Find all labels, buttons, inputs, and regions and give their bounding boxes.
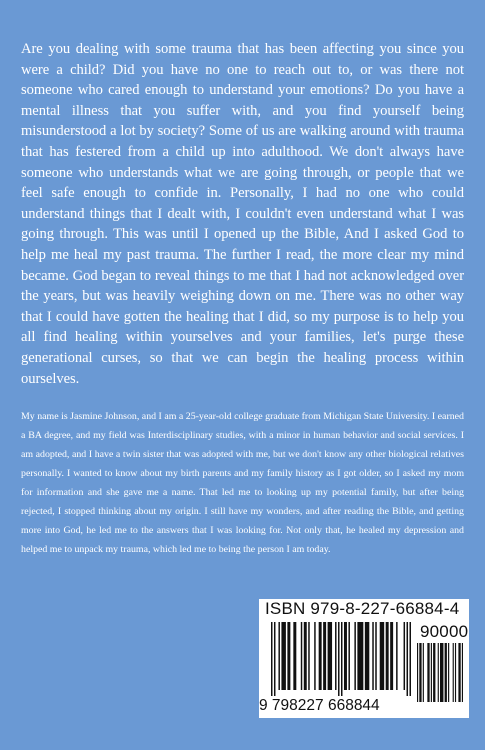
barcode-bar: [308, 622, 309, 690]
barcode-bar: [281, 622, 285, 690]
back-cover-blurb: Are you dealing with some trauma that has been affecting you since you were a child? Did you have no one to reach out to, or was there not someone who cared enough to understand your emotions? Do you have a mental illness that you suffer with, and you find yourself being misunderstood a lot by society? Some of us are walking around with trauma that has festered from a child up into adulthood. We don't always have someone who understands what we are going through, or people that we feel safe enough to confide in. Personally, I had no one who could understand things that I dealt with, I couldn't even understand what I was going through. This was until I opened up the Bible, And I asked God to help me heal my past trauma. The further I read, the more clear my mind became. God began to reveal things to me that I had not acknowledged over the years, but was heavily weighing down on me. There was no other way that I could have gotten the healing that I did, so my purpose is to help you all find healing within yourselves and your families, let's purge these generational curses, so that we can begin the healing process within ourselves.: [21, 41, 464, 387]
barcode-bar: [419, 643, 421, 702]
barcode-bar: [301, 622, 302, 690]
barcode-bar: [274, 622, 275, 696]
barcode-bar: [341, 622, 342, 696]
barcode-bar: [410, 622, 411, 696]
barcode-bar: [433, 643, 435, 702]
isbn-label: ISBN 979-8-227-66884-4: [265, 599, 460, 618]
barcode-bar: [445, 643, 447, 702]
barcode-bar: [438, 643, 439, 702]
barcode-bar: [448, 643, 449, 702]
barcode-bar: [453, 643, 454, 702]
barcode-bar: [287, 622, 290, 690]
barcode-bar: [390, 622, 393, 690]
addon-barcode-bars-icon: [417, 643, 463, 702]
barcode-bar: [375, 622, 376, 690]
isbn-barcode: [259, 599, 469, 718]
barcode-bar: [357, 622, 363, 690]
barcode-bar: [335, 622, 336, 690]
barcode-bar: [365, 622, 369, 690]
barcode-bar: [423, 643, 424, 702]
barcode-bar: [354, 622, 355, 690]
barcode-bar: [431, 643, 432, 702]
author-bio: My name is Jasmine Johnson, and I am a 25-year-old college graduate from Michigan State University. I earned a BA degree, and my field was Interdisciplinary studies, with a minor in human behavior and social services. I am adopted, and I have a twin sister that was adopted with me, but we don't know any other biological relatives personally. I wanted to know about my birth parents and my family history as I got older, so I asked my mom for information and she gave me a name. That led me to looking up my potential family, but after being rejected, I stopped thinking about my origin. I still have my wonders, and after reading the Bible, and getting more into God, he led me to the answers that I was looking for. Not only that, he healed my depression and helped me to unpack my trauma, which led me to being the person I am today.: [21, 411, 464, 555]
barcode-bar: [338, 622, 339, 696]
barcode-bar: [386, 622, 389, 690]
barcode-bar: [440, 643, 443, 702]
ean-digits: 9 798227 668844: [259, 697, 380, 714]
barcode-bar: [380, 622, 384, 690]
barcode-bar: [458, 643, 460, 702]
barcode-bar: [319, 622, 322, 690]
barcode-bar: [372, 622, 373, 690]
barcode-bar: [314, 622, 315, 690]
barcode-bar: [396, 622, 397, 690]
barcode-bar: [417, 643, 418, 702]
barcode-bar: [462, 643, 463, 702]
barcode-bar: [404, 622, 405, 690]
price-code: 90000: [420, 622, 469, 641]
barcode-bar: [271, 622, 272, 696]
barcode-bar: [328, 622, 332, 690]
barcode-bar: [323, 622, 326, 690]
barcode-bar: [304, 622, 307, 690]
barcode-bar: [348, 622, 349, 690]
barcode-bar: [344, 622, 347, 690]
barcode-bar: [293, 622, 296, 690]
barcode-bars-icon: [271, 622, 411, 696]
barcode-bar: [278, 622, 279, 690]
barcode-bar: [455, 643, 456, 702]
barcode-bar: [407, 622, 408, 696]
barcode-bar: [427, 643, 429, 702]
